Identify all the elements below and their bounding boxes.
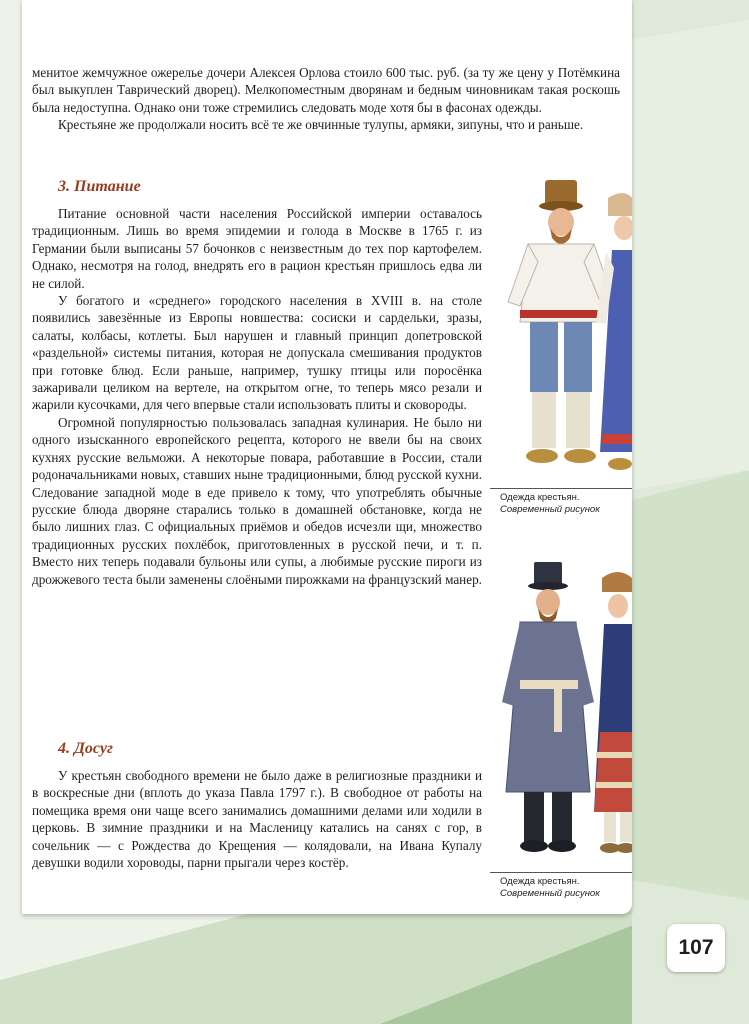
figure-1-caption-subtitle: Современный рисунок bbox=[500, 504, 600, 515]
figure-1-caption bbox=[500, 492, 632, 516]
figure-2-caption-subtitle: Современный рисунок bbox=[500, 888, 600, 899]
section-4-paragraph-1: У крестьян свободного времени не было даже в религиозные праздники и в воскресные дни (вплоть до указа Павла 1797 г.). В свободное от работы на помещика время они чаще всего занимались домашними делами или ходили в церковь. В зимние праздники и на Масленицу катались на санях с гор, в сочельник — с Рождества до Крещения — колядовали, на Ивана Купалу девушки водили хороводы, парни прыгали через костёр. bbox=[32, 768, 482, 871]
intro-paragraph-2: Крестьяне же продолжали носить всё те же овчинные тулупы, армяки, зипуны, что и раньше. bbox=[58, 117, 584, 133]
figure-1-caption-title: Одежда крестьян. bbox=[500, 492, 580, 503]
figure-1-divider bbox=[490, 488, 632, 489]
section-4-text bbox=[32, 767, 482, 871]
figure-2-caption-title: Одежда крестьян. bbox=[500, 876, 580, 887]
intro-text bbox=[32, 64, 620, 134]
peasant-clothing-illustration-1 bbox=[490, 172, 632, 486]
peasant-clothing-illustration-2 bbox=[490, 552, 632, 870]
page-number: 107 bbox=[667, 924, 725, 972]
figure-2-divider bbox=[490, 872, 632, 873]
intro-paragraph-1: менитое жемчужное ожерелье дочери Алексея Орлова стоило 600 тыс. руб. (за ту же цену у Потёмкина был выкуплен Таврический дворец). Мелкопоместным дворянам и бедным чиновникам такая роскошь была недоступна. Однако они тоже стремились следовать моде хотя бы в фасонах одежды. bbox=[32, 65, 620, 115]
section-3-paragraph-3: Огромной популярностью пользовалась западная кулинария. Не было ни одного изысканного европейского рецепта, которого не ввели бы на своих кухнях русские вельможи. А некоторые повара, работавшие в России, стали родоначальниками новых, ставших ныне традиционными, блюд русской кухни. Следование западной моде в еде привело к тому, что употреблять обычные русские блюда дворяне старались только в домашней обстановке, когда не было лишних глаз. С официальных приёмов и обедов исчезли щи, множество традиционных русских похлёбок, приготовленных в русской печи, и т. п. Вместо них теперь подавали бульоны или супы, а любимые русские пироги из дрожжевого теста были заменены слоёными пирожками на французский манер. bbox=[32, 414, 482, 587]
section-3-paragraph-1: Питание основной части населения Российской империи оставалось традиционным. Лишь во время эпидемии и голода в Москве в 1765 г. из Германии были выписаны 57 бочонков с неизвестным до тех пор картофелем. Однако, несмотря на голод, внедрять его в рацион крестьян пришлось едва ли не силой. bbox=[32, 206, 482, 291]
section-4-heading: 4. Досуг bbox=[58, 740, 113, 757]
section-3-paragraph-2: У богатого и «среднего» городского населения в XVIII в. на столе появились завезённые из Европы новшества: сосиски и сардельки, зразы, салаты, колбасы, котлеты. Был нарушен и главный принцип допетровской «раздельной» системы питания, которая не допускала смешивания продуктов при готовке блюд. Если раньше, например, тушку птицы или поросёнка зажаривали целиком на вертеле, на открытом огне, то теперь мясо резали и жарили кусочками, для чего впервые стали использовать плиты и сковороды. bbox=[32, 293, 482, 413]
section-3-heading: 3. Питание bbox=[58, 178, 141, 195]
figure-2-caption bbox=[500, 876, 632, 900]
section-3-text bbox=[32, 205, 482, 588]
